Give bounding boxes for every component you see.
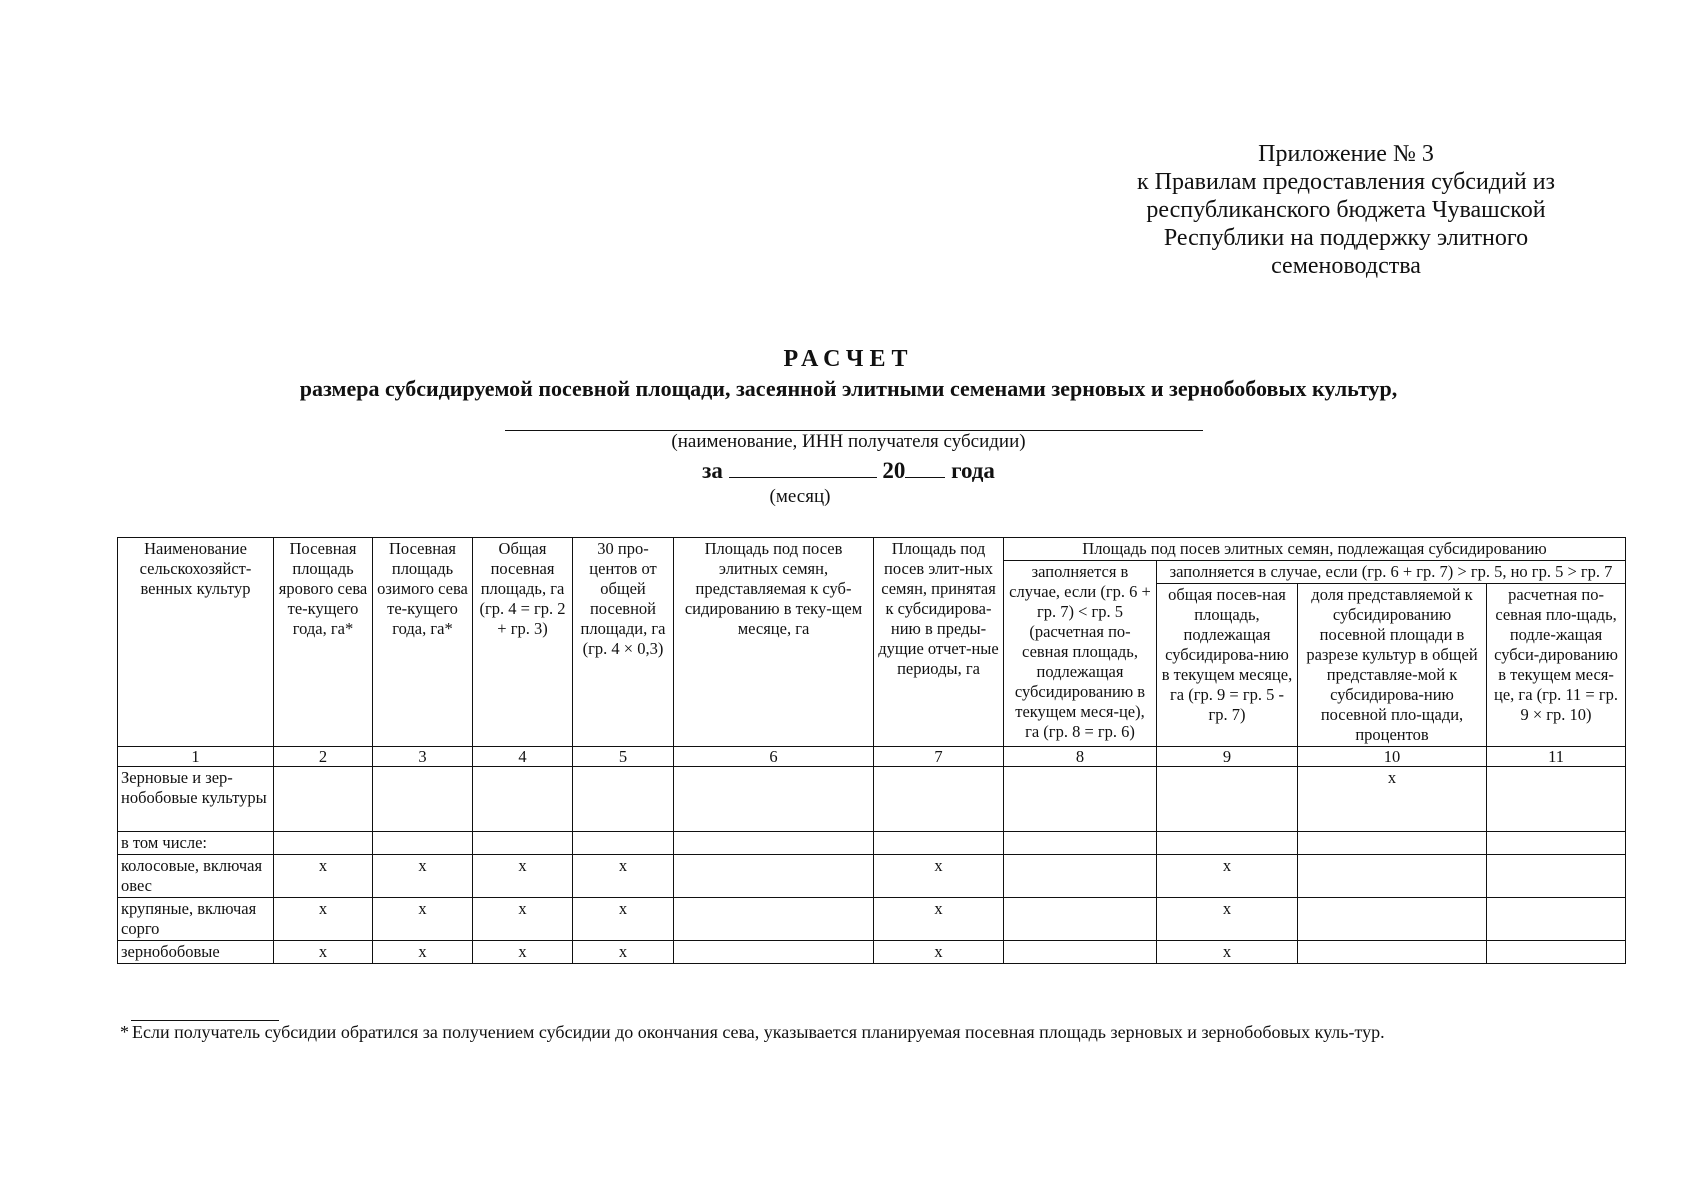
period-line	[0, 457, 1697, 484]
footnote-mark: *	[120, 1022, 129, 1042]
table-cell[interactable]: x	[874, 941, 1004, 964]
header-thirty-percent: 30 про-центов от общей посевной площади, га (гр. 4 × 0,3)	[573, 538, 674, 747]
header-spring-area: Посевная площадь ярового сева те-кущего года, га*	[274, 538, 373, 747]
row-label: Зерновые и зер-нобобовые культуры	[118, 767, 274, 832]
table-cell[interactable]: x	[373, 855, 473, 898]
table-cell[interactable]	[373, 832, 473, 855]
table-cell[interactable]: x	[373, 941, 473, 964]
period-suffix: года	[951, 458, 995, 483]
table-cell[interactable]	[274, 767, 373, 832]
table-cell[interactable]	[1004, 767, 1157, 832]
table-cell[interactable]: x	[1298, 767, 1487, 832]
table-cell[interactable]	[874, 832, 1004, 855]
table-row	[118, 767, 1626, 832]
table-cell[interactable]: x	[473, 898, 573, 941]
table-row	[118, 832, 1626, 855]
table-cell[interactable]: x	[1157, 941, 1298, 964]
appendix-line: семеноводства	[1271, 253, 1421, 279]
appendix-line: республиканского бюджета Чувашской	[1146, 197, 1546, 223]
table-cell[interactable]: x	[1157, 898, 1298, 941]
row-label: зернобобовые	[118, 941, 274, 964]
header-col8: заполняется в случае, если (гр. 6 + гр. 7) < гр. 5 (расчетная по-севная площадь, подлежащая субсидированию в текущем меся-це), га (гр. 8 = гр. 6)	[1004, 561, 1157, 747]
table-cell[interactable]	[674, 832, 874, 855]
column-number: 5	[573, 747, 674, 767]
header-col11: расчетная по-севная пло-щадь, подле-жащая субси-дированию в текущем меся-це, га (гр. 11 = гр. 9 × гр. 10)	[1487, 584, 1626, 747]
table-cell[interactable]	[1004, 832, 1157, 855]
table-cell[interactable]: x	[274, 941, 373, 964]
header-col9: общая посев-ная площадь, подлежащая субсидирова-нию в текущем месяце, га (гр. 9 = гр. 5 - гр. 7)	[1157, 584, 1298, 747]
table-cell[interactable]: x	[573, 898, 674, 941]
table-cell[interactable]: x	[573, 941, 674, 964]
recipient-caption: (наименование, ИНН получателя субсидии)	[671, 431, 1026, 452]
table-row	[118, 855, 1626, 898]
row-label: в том числе:	[118, 832, 274, 855]
table-cell[interactable]	[1004, 941, 1157, 964]
table-cell[interactable]	[674, 941, 874, 964]
appendix-number: Приложение № 3	[1258, 141, 1434, 167]
table-cell[interactable]	[373, 767, 473, 832]
footnote	[120, 1020, 1595, 1044]
table-cell[interactable]	[274, 832, 373, 855]
table-cell[interactable]	[573, 767, 674, 832]
table-cell[interactable]	[1004, 855, 1157, 898]
footnote-text: Если получатель субсидии обратился за получением субсидии до окончания сева, указывается планируемая посевная площадь зерновых и зернобобовых куль-тур.	[132, 1022, 1385, 1042]
column-number: 10	[1298, 747, 1487, 767]
title-subtitle: размера субсидируемой посевной площади, засеянной элитными семенами зерновых и зернобобовых культур,	[299, 376, 1398, 401]
table-cell[interactable]	[1298, 941, 1487, 964]
column-number: 6	[674, 747, 874, 767]
column-number: 9	[1157, 747, 1298, 767]
column-number: 8	[1004, 747, 1157, 767]
header-total-area: Общая посевная площадь, га (гр. 4 = гр. 2 + гр. 3)	[473, 538, 573, 747]
table-cell[interactable]	[1157, 767, 1298, 832]
table-cell[interactable]: x	[473, 855, 573, 898]
header-subsidized-group: Площадь под посев элитных семян, подлежащая субсидированию	[1004, 538, 1626, 561]
table-cell[interactable]: x	[1157, 855, 1298, 898]
table-cell[interactable]	[1487, 855, 1626, 898]
header-previous-elite-area: Площадь под посев элит-ных семян, принятая к субсидирова-нию в преды-дущие отчет-ные периоды, га	[874, 538, 1004, 747]
month-caption: (месяц)	[769, 486, 831, 507]
appendix-reference	[1108, 140, 1584, 280]
table-cell[interactable]: x	[874, 855, 1004, 898]
column-number: 11	[1487, 747, 1626, 767]
column-number: 7	[874, 747, 1004, 767]
table-cell[interactable]	[473, 832, 573, 855]
table-cell[interactable]	[1298, 855, 1487, 898]
appendix-line: Республики на поддержку элитного	[1163, 225, 1529, 251]
column-number: 1	[118, 747, 274, 767]
row-label: колосовые, включая овес	[118, 855, 274, 898]
table-cell[interactable]	[1487, 832, 1626, 855]
table-cell[interactable]	[674, 855, 874, 898]
header-crop-name: Наименование сельскохозяйст-венных культур	[118, 538, 274, 747]
header-current-elite-area: Площадь под посев элитных семян, представляемая к суб-сидированию в теку-щем месяце, га	[674, 538, 874, 747]
table-cell[interactable]: x	[473, 941, 573, 964]
document-title	[0, 345, 1697, 403]
table-cell[interactable]: x	[874, 898, 1004, 941]
column-number: 4	[473, 747, 573, 767]
table-cell[interactable]	[473, 767, 573, 832]
column-number: 2	[274, 747, 373, 767]
table-cell[interactable]: x	[573, 855, 674, 898]
table-row	[118, 941, 1626, 964]
table-cell[interactable]	[1487, 767, 1626, 832]
month-blank[interactable]	[729, 457, 877, 478]
table-cell[interactable]: x	[373, 898, 473, 941]
table-cell[interactable]	[1487, 941, 1626, 964]
table-cell[interactable]	[874, 767, 1004, 832]
table-cell[interactable]	[573, 832, 674, 855]
header-col10: доля представляемой к субсидированию посевной площади в разрезе культур в общей представляе-мой к субсидирова-нию посевной пло-щади, процентов	[1298, 584, 1487, 747]
calculation-table	[117, 537, 1626, 964]
appendix-line: к Правилам предоставления субсидий из	[1136, 169, 1556, 195]
table-cell[interactable]: x	[274, 898, 373, 941]
table-cell[interactable]	[1487, 898, 1626, 941]
row-label: крупяные, включая сорго	[118, 898, 274, 941]
title-main: РАСЧЕТ	[783, 346, 914, 372]
table-row	[118, 898, 1626, 941]
year-prefix: 20	[882, 458, 906, 483]
table-cell[interactable]	[1157, 832, 1298, 855]
header-subgroup: заполняется в случае, если (гр. 6 + гр. 7) > гр. 5, но гр. 5 > гр. 7	[1157, 561, 1626, 584]
table-cell[interactable]	[674, 898, 874, 941]
table-cell[interactable]	[674, 767, 874, 832]
table-cell[interactable]	[1004, 898, 1157, 941]
table-cell[interactable]	[1298, 832, 1487, 855]
table-cell[interactable]	[1298, 898, 1487, 941]
year-blank[interactable]	[905, 457, 945, 478]
period-prefix: за	[702, 458, 723, 483]
table-cell[interactable]: x	[274, 855, 373, 898]
column-number: 3	[373, 747, 473, 767]
header-winter-area: Посевная площадь озимого сева те-кущего года, га*	[373, 538, 473, 747]
